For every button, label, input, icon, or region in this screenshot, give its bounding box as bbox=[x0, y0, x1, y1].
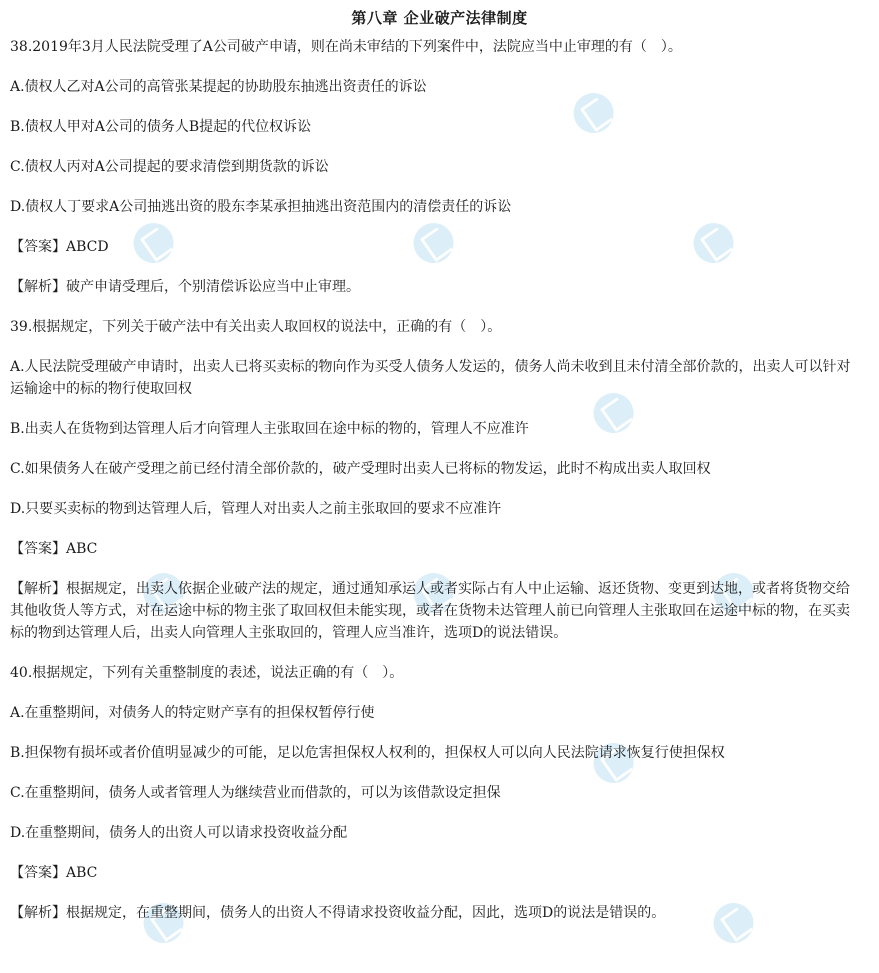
option-b: B.债权人甲对A公司的债务人B提起的代位权诉讼 bbox=[10, 119, 312, 135]
chapter-title: 第八章 企业破产法律制度 bbox=[351, 9, 528, 27]
answer-label: 【答案】ABCD bbox=[10, 239, 109, 255]
document-body bbox=[10, 36, 862, 942]
question-stem: 38.2019年3月人民法院受理了A公司破产申请，则在尚未审结的下列案件中，法院应当中止审理的有（ ）。 bbox=[10, 39, 682, 55]
answer-label: 【答案】ABC bbox=[10, 865, 98, 881]
option-a: A.债权人乙对A公司的高管张某提起的协助股东抽逃出资责任的诉讼 bbox=[10, 79, 427, 95]
option-c: C.如果债务人在破产受理之前已经付清全部价款的，破产受理时出卖人已将标的物发运，此时不构成出卖人取回权 bbox=[10, 461, 711, 477]
option-d: D.在重整期间，债务人的出资人可以请求投资收益分配 bbox=[10, 825, 348, 841]
option-d: D.只要买卖标的物到达管理人后，管理人对出卖人之前主张取回的要求不应准许 bbox=[10, 501, 502, 517]
option-a: A.人民法院受理破产申请时，出卖人已将买卖标的物向作为买受人债务人发运的，债务人尚未收到且未付清全部价款的，出卖人可以针对运输途中的标的物行使取回权 bbox=[10, 359, 851, 397]
option-c: C.债权人丙对A公司提起的要求清偿到期货款的诉讼 bbox=[10, 159, 329, 175]
explanation-text: 【解析】根据规定，出卖人依据企业破产法的规定，通过通知承运人或者实际占有人中止运输、返还货物、变更到达地，或者将货物交给其他收货人等方式，对在运途中标的物主张了取回权但未能实现，或者在货物未达管理人前已向管理人主张取回在运途中标的物，在买卖标的物到达管理人后，出卖人向管理人主张取回的，管理人应当准许，选项D的说法错误。 bbox=[10, 581, 850, 641]
option-b: B.担保物有损坏或者价值明显减少的可能，足以危害担保权人权利的，担保权人可以向人民法院请求恢复行使担保权 bbox=[10, 745, 725, 761]
option-c: C.在重整期间，债务人或者管理人为继续营业而借款的，可以为该借款设定担保 bbox=[10, 785, 501, 801]
option-b: B.出卖人在货物到达管理人后才向管理人主张取回在途中标的物的，管理人不应准许 bbox=[10, 421, 529, 437]
explanation-text: 【解析】根据规定，在重整期间，债务人的出资人不得请求投资收益分配，因此，选项D的说法是错误的。 bbox=[10, 905, 666, 921]
answer-label: 【答案】ABC bbox=[10, 541, 98, 557]
question-stem: 40.根据规定，下列有关重整制度的表述，说法正确的有（ ）。 bbox=[10, 665, 404, 681]
explanation-text: 【解析】破产申请受理后，个别清偿诉讼应当中止审理。 bbox=[10, 279, 360, 295]
question-stem: 39.根据规定，下列关于破产法中有关出卖人取回权的说法中，正确的有（ ）。 bbox=[10, 319, 502, 335]
option-a: A.在重整期间，对债务人的特定财产享有的担保权暂停行使 bbox=[10, 705, 375, 721]
option-d: D.债权人丁要求A公司抽逃出资的股东李某承担抽逃出资范围内的清偿责任的诉讼 bbox=[10, 199, 512, 215]
